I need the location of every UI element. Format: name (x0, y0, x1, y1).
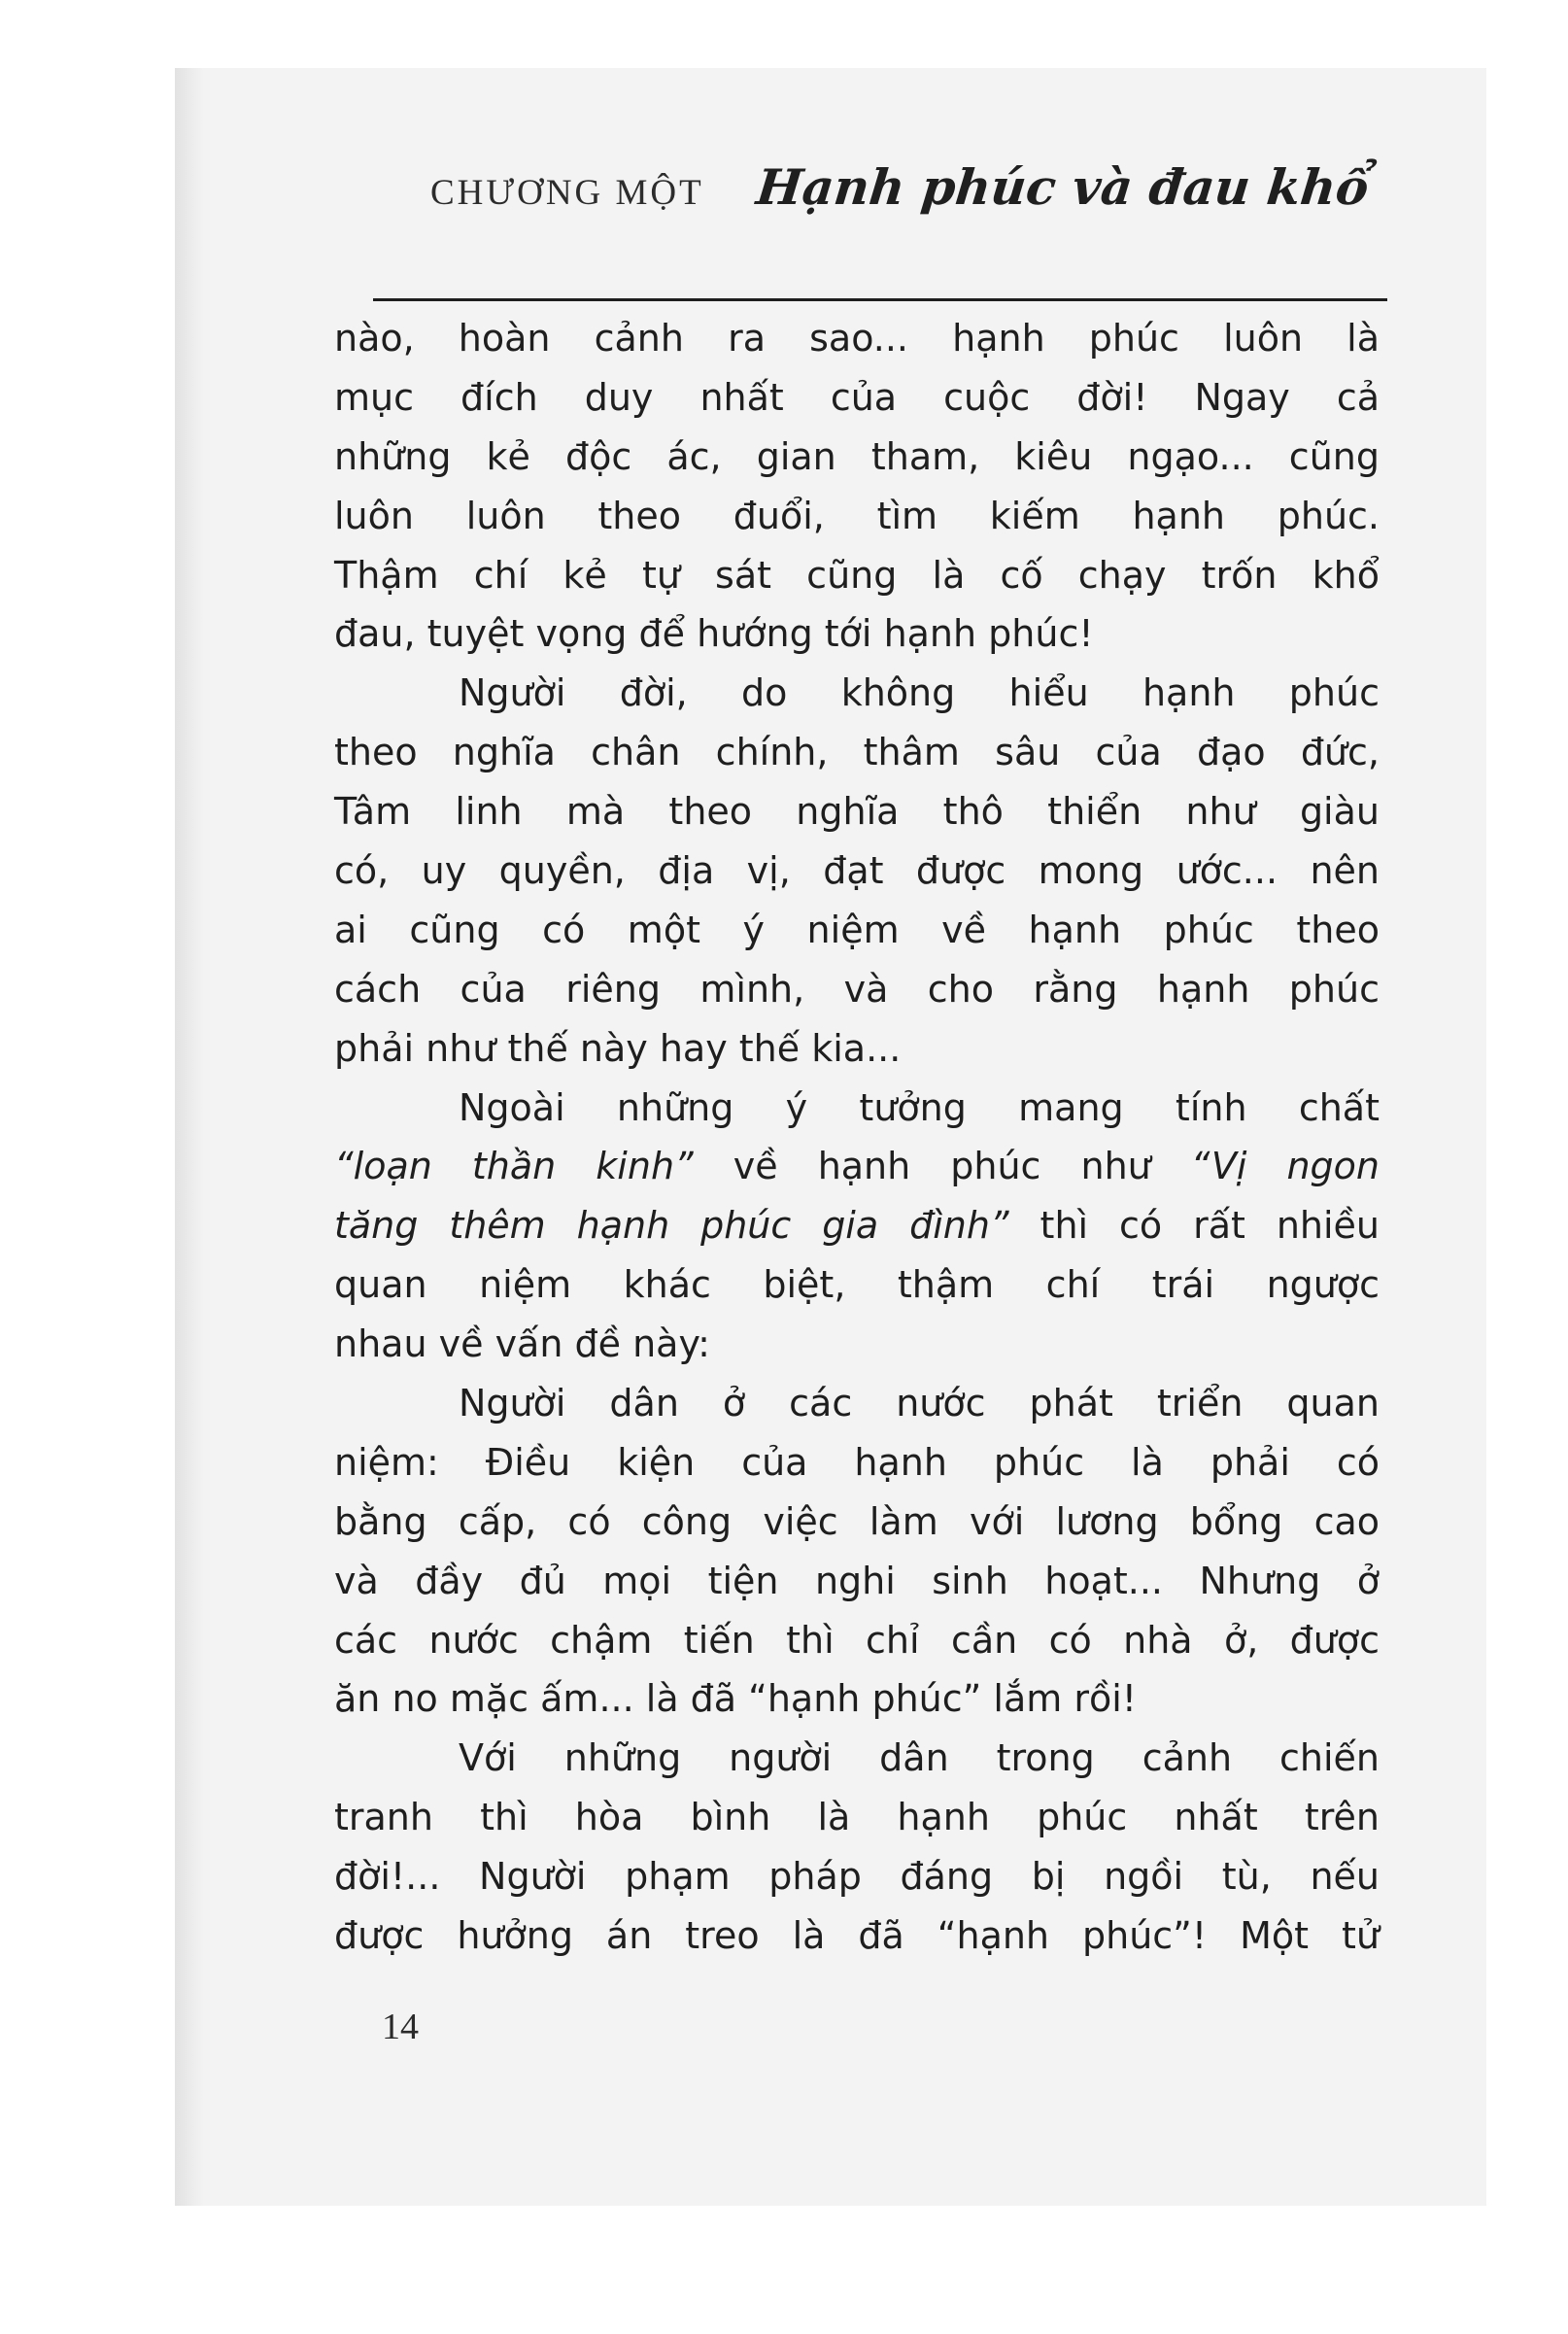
text-line: nhau về vấn đề này: (334, 1322, 710, 1366)
body-text (334, 309, 1380, 1966)
page-number: 14 (382, 2007, 419, 2047)
text-line: tranh thì hòa bình là hạnh phúc nhất trên (334, 1796, 1380, 1839)
text-line: được hưởng án treo là đã “hạnh phúc”! Một tử (334, 1914, 1380, 1958)
text-line: các nước chậm tiến thì chỉ cần có nhà ở, được (334, 1618, 1380, 1662)
text-line: ăn no mặc ấm... là đã “hạnh phúc” lắm rồi! (334, 1677, 1138, 1721)
text-line: những kẻ độc ác, gian tham, kiêu ngạo... cũng (334, 434, 1380, 478)
chapter-title: Hạnh phúc và đau khổ (753, 158, 1372, 216)
text-line-mixed (334, 1196, 1380, 1255)
plain-phrase: về hạnh phúc như (693, 1145, 1191, 1188)
text-line: mục đích duy nhất của cuộc đời! Ngay cả (334, 375, 1380, 419)
text-line: có, uy quyền, địa vị, đạt được mong ước... nên (334, 849, 1380, 893)
page-gutter-shadow (175, 68, 204, 2206)
text-line: theo nghĩa chân chính, thâm sâu của đạo đức, (334, 731, 1380, 774)
text-line: Người dân ở các nước phát triển quan (459, 1382, 1380, 1425)
text-line: quan niệm khác biệt, thậm chí trái ngược (334, 1263, 1380, 1307)
running-head (430, 151, 1392, 238)
text-line: Tâm linh mà theo nghĩa thô thiển như giàu (334, 790, 1380, 834)
text-line: Người đời, do không hiểu hạnh phúc (459, 671, 1380, 715)
chapter-label: CHƯƠNG MỘT (430, 173, 704, 213)
plain-phrase: thì có rất nhiều (1008, 1204, 1381, 1248)
italic-phrase: “loạn thần kinh” (334, 1145, 694, 1188)
italic-phrase: tăng thêm hạnh phúc gia đình” (334, 1204, 1009, 1248)
text-line: nào, hoàn cảnh ra sao... hạnh phúc luôn là (334, 317, 1380, 360)
text-line: đời!... Người phạm pháp đáng bị ngồi tù, nếu (334, 1855, 1380, 1899)
italic-phrase: “Vị ngon (1190, 1145, 1381, 1188)
header-rule (373, 298, 1387, 301)
text-line: phải như thế này hay thế kia... (334, 1026, 902, 1070)
text-line: luôn luôn theo đuổi, tìm kiếm hạnh phúc. (334, 494, 1380, 537)
text-line-mixed (334, 1137, 1380, 1196)
text-line: niệm: Điều kiện của hạnh phúc là phải có (334, 1440, 1380, 1484)
text-line: đau, tuyệt vọng để hướng tới hạnh phúc! (334, 612, 1094, 656)
text-line: Ngoài những ý tưởng mang tính chất (459, 1085, 1380, 1129)
text-line: bằng cấp, có công việc làm với lương bổng cao (334, 1499, 1380, 1543)
text-line: cách của riêng mình, và cho rằng hạnh phúc (334, 967, 1380, 1011)
text-line: và đầy đủ mọi tiện nghi sinh hoạt... Nhưng ở (334, 1559, 1380, 1602)
text-line: Với những người dân trong cảnh chiến (459, 1736, 1380, 1780)
text-line: Thậm chí kẻ tự sát cũng là cố chạy trốn khổ (334, 553, 1380, 597)
text-line: ai cũng có một ý niệm về hạnh phúc theo (334, 908, 1380, 951)
